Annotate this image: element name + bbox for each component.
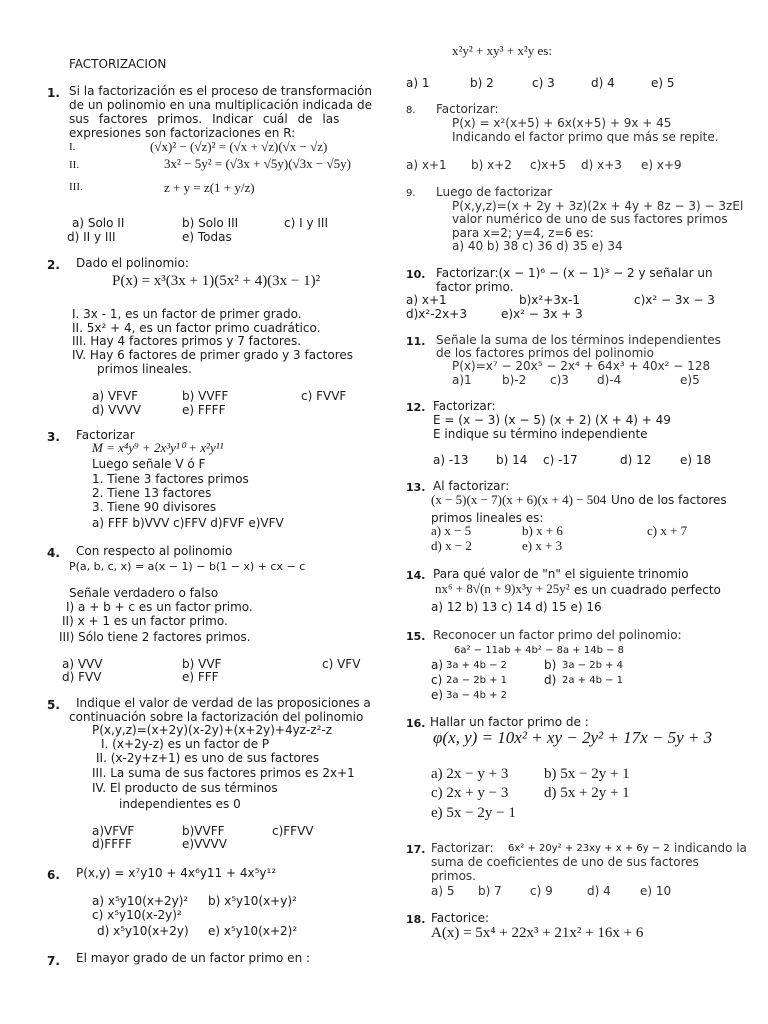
q1-item-1-label: I. [69,141,76,153]
q1-item-3-label: III. [69,181,83,193]
q6-option-a[interactable]: a) x⁵y10(x+2y)² [92,894,189,908]
q13-option-c[interactable]: c) x + 7 [647,523,688,538]
q9-expr: P(x,y,z)=(x + 2y + 3z)(2x + 4y + 8z − 3) − 3zEl [452,199,744,213]
q6-expr: P(x,y) = x⁷y10 + 4x⁶y11 + 4x⁵y¹² [76,866,277,880]
q7-option-e[interactable]: e) 5 [651,76,675,90]
q11-number: 11. [406,335,426,348]
page-title: FACTORIZACION [69,57,167,71]
q4-option-d[interactable]: d) FVV [62,670,102,684]
q12-option-c[interactable]: c) -17 [543,453,578,467]
q2-option-b[interactable]: b) VVFF [182,389,229,403]
q11-line-2: de los factores primos del polinomio [436,346,654,360]
q2-item-2: II. 5x² + 4, es un factor primo cuadrático. [72,321,321,335]
q9-line-2: para x=2; y=4, z=6 es: [452,226,594,240]
q5-line-2: continuación sobre la factorización del polinomio [69,710,364,724]
q11-option-d[interactable]: d)-4 [597,373,622,387]
q12-option-e[interactable]: e) 18 [680,453,712,467]
q5-line-1: Indique el valor de verdad de las proposiciones a [76,696,371,710]
q1-item-2-label: II. [69,159,80,171]
q16-option-e[interactable]: e) 5x − 2y − 1 [431,805,516,821]
q1-line-2: de un polinomio en una multiplicación indicada de [69,98,372,112]
q1-option-b[interactable]: b) Solo III [182,216,239,230]
q17-expr: 6x² + 20y² + 23xy + x + 6y − 2 [508,843,670,854]
q2-expr: P(x) = x³(3x + 1)(5x² + 4)(3x − 1)² [112,273,321,289]
q13-sub: primos lineales es: [431,511,544,525]
q1-number: 1. [47,86,60,100]
q4-option-e[interactable]: e) FFF [182,670,219,684]
q14-tail: es un cuadrado perfecto [574,583,721,597]
q6-option-d[interactable]: d) x⁵y10(x+2y) [97,924,189,938]
q7-text: El mayor grado de un factor primo en : [76,951,311,965]
q1-item-1-expr: (√x)² − (√z)² = (√x + √z)(√x − √z) [150,139,328,154]
q4-option-c[interactable]: c) VFV [322,657,361,671]
q12-expr: E = (x − 3) (x − 5) (x + 2) (X + 4) + 49 [433,413,671,427]
q2-item-4: IV. Hay 6 factores de primer grado y 3 factores [72,348,354,362]
q5-item-4: IV. El producto de sus términos [92,781,278,795]
q15-option-b[interactable]: 3a − 2b + 4 [562,660,624,671]
q4-item-2: II) x + 1 es un factor primo. [62,614,228,628]
q10-option-b[interactable]: b)x²+3x-1 [519,293,580,307]
q13-intro: Al factorizar: [433,479,510,493]
q16-line-1: Hallar un factor primo de : [430,715,589,729]
q2-option-e[interactable]: e) FFFF [182,403,226,417]
q1-option-c[interactable]: c) I y III [284,216,328,230]
q5-option-d[interactable]: d)FFFF [92,837,132,851]
q9-options[interactable]: a) 40 b) 38 c) 36 d) 35 e) 34 [452,239,623,253]
q7-number: 7. [47,954,60,968]
q13-option-d[interactable]: d) x − 2 [431,538,472,553]
q3-sub: Luego señale V ó F [92,457,206,471]
q16-option-a[interactable]: a) 2x − y + 3 [431,766,509,782]
q13-number: 13. [406,481,426,494]
q16-number: 16. [406,717,426,730]
q2-item-4-cont: primos lineales. [97,362,192,376]
q14-options[interactable]: a) 12 b) 13 c) 14 d) 15 e) 16 [431,600,602,614]
q16-expr: φ(x, y) = 10x² + xy − 2y² + 17x − 5y + 3 [433,728,713,747]
q8-number: 8. [406,105,416,116]
q10-option-a[interactable]: a) x+1 [406,293,447,307]
q16-option-d[interactable]: d) 5x + 2y + 1 [544,785,630,801]
q6-number: 6. [47,868,60,882]
q7-option-b[interactable]: b) 2 [470,76,494,90]
q3-number: 3. [47,430,60,444]
q5-option-b[interactable]: b)VVFF [182,824,225,838]
q10-option-c[interactable]: c)x² − 3x − 3 [634,293,715,307]
q3-intro: Factorizar [76,428,135,442]
q8-option-d[interactable]: d) x+3 [581,158,622,172]
q8-option-e[interactable]: e) x+9 [641,158,682,172]
q17-option-d[interactable]: d) 4 [587,884,611,898]
q15-option-d[interactable]: 2a + 4b − 1 [562,675,624,686]
q15-option-e[interactable]: 3a − 4b + 2 [446,690,508,701]
q17-line-2: primos. [431,869,476,883]
q4-expr: P(a, b, c, x) = a(x − 1) − b(1 − x) + cx − c [69,560,306,573]
q13-option-a[interactable]: a) x − 5 [431,523,472,538]
q4-number: 4. [47,546,60,560]
q8-option-a[interactable]: a) x+1 [406,158,447,172]
q5-option-e[interactable]: e)VVVV [182,837,227,851]
q8-intro: Factorizar: [436,102,499,116]
q4-option-a[interactable]: a) VVV [62,657,103,671]
q11-option-c[interactable]: c)3 [550,373,569,387]
q2-option-d[interactable]: d) VVVV [92,403,141,417]
q15-option-c[interactable]: 2a − 2b + 1 [446,675,508,686]
q11-option-a[interactable]: a)1 [452,373,472,387]
q6-option-e[interactable]: e) x⁵y10(x+2)² [208,924,298,938]
q6-option-b[interactable]: b) x⁵y10(x+y)² [208,894,297,908]
q15-label-d: d) [544,673,557,687]
q1-item-2-expr: 3x² − 5y² = (√3x + √5y)(√3x − √5y) [164,156,351,171]
q11-line-1: Señale la suma de los términos independientes [436,333,721,347]
q13-expr: (x − 5)(x − 7)(x + 6)(x + 4) − 504 [431,492,607,507]
q15-label-a: a) [431,658,444,672]
q4-option-b[interactable]: b) VVF [182,657,222,671]
q17-option-e[interactable]: e) 10 [640,884,672,898]
q5-item-1: I. (x+2y-z) es un factor de P [101,737,270,751]
q5-item-4-cont: independientes es 0 [119,797,241,811]
q7-option-a[interactable]: a) 1 [406,76,430,90]
q2-option-c[interactable]: c) FVVF [301,389,347,403]
q1-line-4: expresiones son factorizaciones en R: [69,126,296,140]
q1-line-1: Si la factorización es el proceso de transformación [69,84,372,98]
q13-option-e[interactable]: e) x + 3 [522,538,563,553]
q11-option-b[interactable]: b)-2 [502,373,527,387]
q18-expr: A(x) = 5x⁴ + 22x³ + 21x² + 16x + 6 [431,925,644,941]
q14-expr: nx⁶ + 8√(n + 9)x³y + 25y² [435,581,570,596]
q17-intro: Factorizar: [431,841,494,855]
q10-line-2: factor primo. [436,280,514,294]
q5-number: 5. [47,698,60,712]
q15-number: 15. [406,630,426,643]
q6-option-c[interactable]: c) x⁵y10(x-2y)² [92,908,182,922]
q16-option-b[interactable]: b) 5x − 2y + 1 [544,766,630,782]
q17-number: 17. [406,843,426,856]
q18-number: 18. [406,913,426,926]
q1-option-a[interactable]: a) Solo II [72,216,125,230]
q12-intro: Factorizar: [433,399,496,413]
q11-option-e[interactable]: e)5 [680,373,700,387]
q3-options[interactable]: a) FFF b)VVV c)FFV d)FVF e)VFV [92,516,284,530]
q4-item-1: I) a + b + c es un factor primo. [66,600,253,614]
q12-option-a[interactable]: a) -13 [433,453,469,467]
q15-expr: 6a² − 11ab + 4b² − 8a + 14b − 8 [454,645,625,656]
q15-option-a[interactable]: 3a + 4b − 2 [446,660,508,671]
q15-intro: Reconocer un factor primo del polinomio: [433,628,682,642]
q11-expr: P(x)=x⁷ − 20x⁵ − 2x⁴ + 64x³ + 40x² − 128 [452,359,711,373]
q3-expr: M = x⁴y⁹ + 2x³y¹⁰ + x²y¹¹ [92,440,224,455]
q18-intro: Factorice: [431,911,490,925]
q12-number: 12. [406,401,426,414]
q8-option-c[interactable]: c)x+5 [530,158,567,172]
q9-intro: Luego de factorizar [436,185,553,199]
q17-line-1: suma de coeficientes de uno de sus factores [431,855,699,869]
q14-line-1: Para qué valor de "n" el siguiente trinomio [433,567,689,581]
q2-item-3: III. Hay 4 factores primos y 7 factores. [72,334,302,348]
q2-item-1: I. 3x - 1, es un factor de primer grado. [72,307,302,321]
q15-label-e: e) [431,688,444,702]
q3-item-2: 2. Tiene 13 factores [92,486,212,500]
q13-tail: Uno de los factores [611,493,727,507]
q10-option-d[interactable]: d)x²-2x+3 [406,307,467,321]
q12-option-b[interactable]: b) 14 [496,453,528,467]
q17-option-c[interactable]: c) 9 [530,884,553,898]
q14-number: 14. [406,569,426,582]
q8-sub: Indicando el factor primo que más se repite. [452,130,719,144]
q3-item-3: 3. Tiene 90 divisores [92,500,217,514]
q8-expr: P(x) = x²(x+5) + 6x(x+5) + 9x + 45 [452,116,672,130]
q16-option-c[interactable]: c) 2x + y − 3 [431,785,509,801]
q4-intro: Con respecto al polinomio [76,544,233,558]
q5-option-a[interactable]: a)VFVF [92,824,135,838]
q4-item-3: III) Sólo tiene 2 factores primos. [59,630,251,644]
q1-option-d[interactable]: d) II y III [67,230,116,244]
q2-number: 2. [47,258,60,272]
q7-option-c[interactable]: c) 3 [532,76,555,90]
q8-option-b[interactable]: b) x+2 [471,158,512,172]
q4-sub: Señale verdadero o falso [69,586,219,600]
q2-option-a[interactable]: a) VFVF [92,389,139,403]
q15-label-b: b) [544,658,557,672]
q15-label-c: c) [431,673,443,687]
q10-option-e[interactable]: e)x² − 3x + 3 [501,307,583,321]
q1-option-e[interactable]: e) Todas [182,230,232,244]
q5-expr: P(x,y,z)=(x+2y)(x-2y)+(x+2y)+4yz-z²-z [92,723,333,737]
q5-item-2: II. (x-2y+z+1) es uno de sus factores [96,751,320,765]
q17-option-a[interactable]: a) 5 [431,884,455,898]
q5-item-3: III. La suma de sus factores primos es 2x+1 [92,766,355,780]
q17-tail: indicando la [674,841,747,855]
q13-option-b[interactable]: b) x + 6 [522,523,563,538]
q7-option-d[interactable]: d) 4 [591,76,615,90]
q10-number: 10. [406,268,426,281]
q5-option-c[interactable]: c)FFVV [272,824,314,838]
q1-line-3: sus factores primos. Indicar cuál de las [69,112,340,126]
q1-item-3-expr: z + y = z(1 + y/z) [164,180,255,195]
q12-sub: E indique su término independiente [433,427,648,441]
q9-line-1: valor numérico de uno de sus factores primos [452,212,728,226]
q9-number: 9. [406,188,416,199]
q17-option-b[interactable]: b) 7 [478,884,502,898]
q7-expr: x²y² + xy³ + x²y es: [452,43,552,58]
q2-intro: Dado el polinomio: [76,256,189,270]
q3-item-1: 1. Tiene 3 factores primos [92,472,249,486]
q10-line-1: Factorizar:(x − 1)⁶ − (x − 1)³ − 2 y señalar un [436,266,713,280]
q12-option-d[interactable]: d) 12 [620,453,652,467]
